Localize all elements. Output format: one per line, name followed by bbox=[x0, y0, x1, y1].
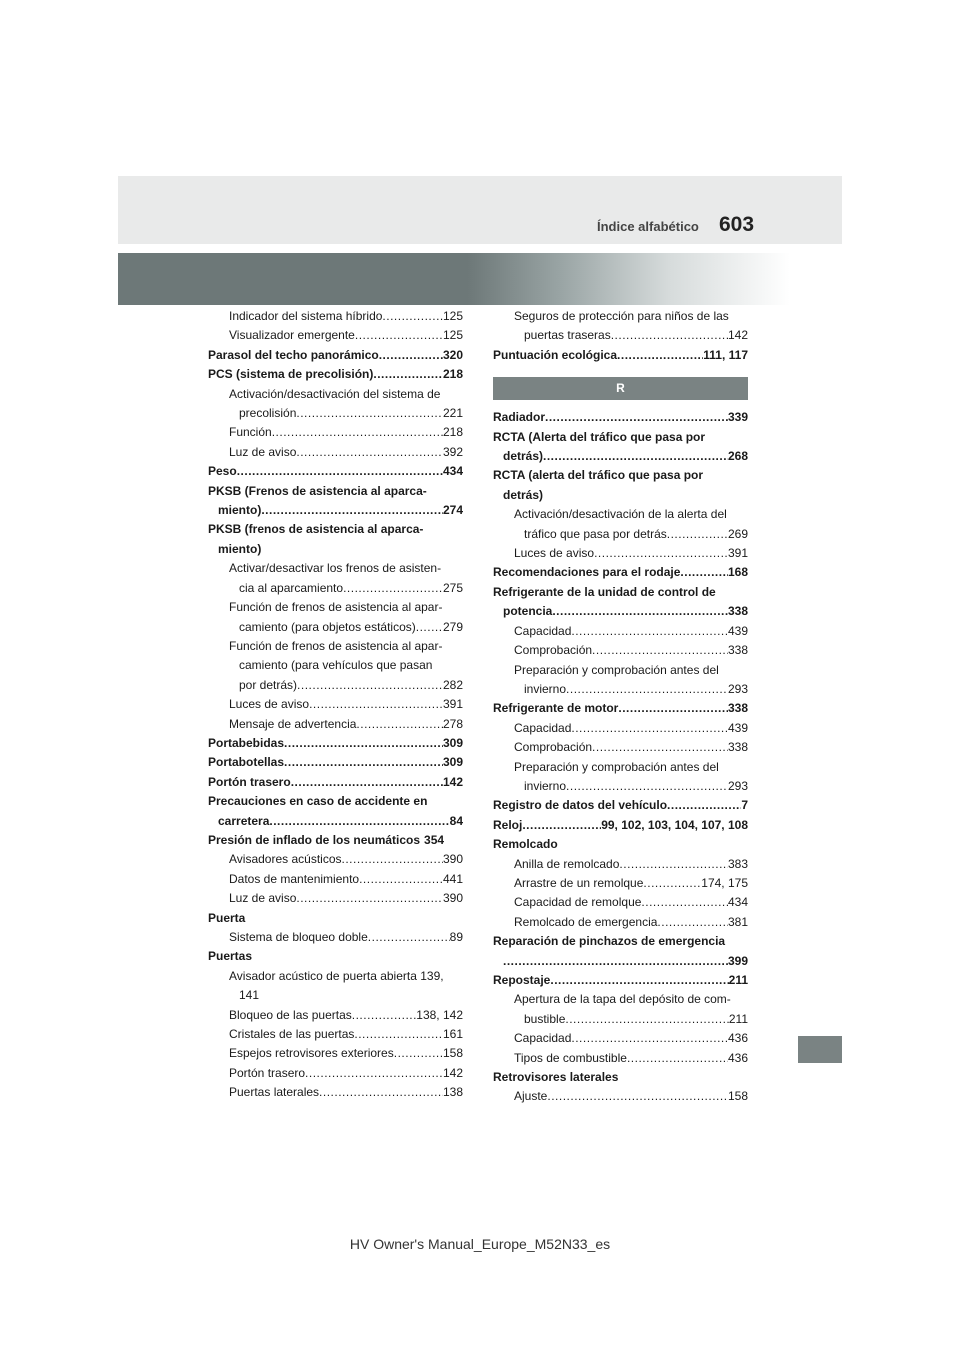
index-entry-term: Retrovisores laterales bbox=[493, 1070, 619, 1085]
index-entry-term: Datos de mantenimiento bbox=[229, 871, 360, 886]
index-entry-term: Apertura de la tapa del depósito de com- bbox=[514, 992, 731, 1007]
index-entry-term: PKSB (Frenos de asistencia al aparca- bbox=[208, 483, 427, 498]
dot-leader bbox=[297, 676, 443, 695]
index-entry bbox=[208, 365, 463, 384]
index-entry-page[interactable]: 434 bbox=[727, 895, 748, 910]
index-entry bbox=[208, 947, 463, 966]
dot-leader bbox=[237, 462, 443, 481]
index-entry-term: Bloqueo de las puertas bbox=[229, 1007, 352, 1022]
index-entry-term: Puerta bbox=[208, 910, 246, 925]
index-entry bbox=[493, 699, 748, 718]
index-entry-page[interactable]: 7 bbox=[741, 798, 748, 813]
index-entry-term: invierno bbox=[524, 681, 567, 696]
index-entry-term: Presión de inflado de los neumáticos bbox=[208, 832, 421, 847]
index-entry-term: tráfico que pasa por detrás bbox=[524, 526, 667, 541]
dot-leader bbox=[355, 326, 443, 345]
index-entry bbox=[493, 680, 748, 699]
index-entry-term: Mensaje de advertencia bbox=[229, 716, 357, 731]
index-entry bbox=[208, 501, 463, 520]
index-entry bbox=[493, 583, 748, 602]
index-entry bbox=[208, 792, 463, 811]
index-entry-term: Activación/desactivación de la alerta del bbox=[514, 507, 727, 522]
index-entry-page[interactable]: 125 bbox=[442, 328, 463, 343]
index-entry-term: Refrigerante de la unidad de control de bbox=[493, 584, 716, 599]
index-entry-term: Sistema de bloqueo doble bbox=[229, 930, 368, 944]
index-entry-page[interactable]: 161 bbox=[442, 1027, 463, 1042]
index-entry-term: Portón trasero bbox=[208, 774, 291, 789]
index-entry-term: Activación/desactivación del sistema de bbox=[229, 386, 441, 401]
index-entry bbox=[208, 715, 463, 734]
dot-leader bbox=[416, 618, 443, 637]
index-entry-term: Portabebidas bbox=[208, 735, 285, 750]
index-entry-term: Luces de aviso bbox=[514, 546, 595, 561]
index-entry bbox=[208, 326, 463, 345]
index-entry-term: Visualizador emergente bbox=[229, 328, 355, 343]
index-entry bbox=[493, 738, 748, 757]
index-entry-term: miento) bbox=[218, 541, 262, 556]
index-entry-page[interactable]: 338 bbox=[727, 740, 748, 755]
index-entry-page[interactable]: 399 bbox=[727, 953, 748, 968]
index-entry-page[interactable]: 390 bbox=[442, 891, 463, 906]
index-entry-term: Luz de aviso bbox=[229, 891, 297, 906]
index-entry-term: detrás) bbox=[503, 449, 544, 464]
index-entry-page[interactable]: 439 bbox=[727, 720, 748, 735]
index-entry-term: Puntuación ecológica bbox=[493, 347, 618, 362]
index-entry-term: Portabotellas bbox=[208, 755, 285, 770]
index-entry-term: Radiador bbox=[493, 410, 546, 425]
index-entry bbox=[208, 1083, 463, 1102]
index-entry-term: Comprobación bbox=[514, 643, 593, 658]
index-entry-term: Puertas laterales bbox=[229, 1085, 320, 1100]
index-entry-page[interactable]: 383 bbox=[727, 856, 748, 871]
index-entry-term: PCS (sistema de precolisión) bbox=[208, 367, 374, 382]
index-entry-term: Indicador del sistema híbrido bbox=[229, 309, 383, 323]
index-entry bbox=[493, 874, 748, 893]
index-entry bbox=[493, 1068, 748, 1087]
dot-leader bbox=[543, 447, 728, 466]
index-entry bbox=[208, 482, 463, 501]
index-entry-term: Luces de aviso bbox=[229, 697, 310, 712]
index-entry-page[interactable]: 218 bbox=[442, 425, 463, 440]
dot-leader bbox=[373, 365, 443, 384]
index-entry bbox=[208, 753, 463, 772]
index-entry-term: Anilla de remolcado bbox=[514, 856, 620, 871]
index-entry-page[interactable]: 391 bbox=[442, 697, 463, 712]
index-column-right bbox=[493, 307, 748, 1107]
dot-leader bbox=[343, 579, 443, 598]
index-entry-term: miento) bbox=[218, 503, 262, 518]
index-entry-term: Recomendaciones para el rodaje bbox=[493, 565, 681, 580]
section-header-r: R bbox=[493, 377, 748, 400]
header-gradient-band bbox=[118, 253, 790, 305]
index-entry bbox=[493, 661, 748, 680]
index-entry-term: Luz de aviso bbox=[229, 444, 297, 459]
index-entry-term: Ajuste bbox=[514, 1089, 548, 1104]
dot-leader bbox=[592, 641, 728, 660]
index-entry bbox=[208, 909, 463, 928]
dot-leader bbox=[552, 602, 728, 621]
dot-leader bbox=[291, 773, 443, 792]
index-entry-page[interactable]: 339 bbox=[727, 410, 748, 425]
dot-leader bbox=[394, 1044, 443, 1063]
index-entry-term: por detrás) bbox=[239, 677, 298, 692]
index-entry-term: Portón trasero bbox=[229, 1065, 306, 1080]
index-entry-term: camiento (para objetos estáticos) bbox=[239, 619, 416, 634]
index-entry bbox=[208, 889, 463, 908]
index-entry-page[interactable]: 111, 117 bbox=[703, 347, 748, 362]
index-entry bbox=[493, 346, 748, 365]
dot-leader bbox=[617, 346, 703, 365]
dot-leader bbox=[571, 719, 728, 738]
index-entry-term: precolisión bbox=[239, 406, 297, 421]
index-entry bbox=[208, 540, 463, 559]
index-entry bbox=[208, 928, 463, 947]
index-entry-term: RCTA (alerta del tráfico que pasa por bbox=[493, 468, 704, 483]
index-entry bbox=[493, 777, 748, 796]
index-entry bbox=[208, 1044, 463, 1063]
dot-leader bbox=[503, 952, 728, 971]
dot-leader bbox=[667, 796, 741, 815]
index-entry bbox=[493, 602, 748, 621]
index-entry bbox=[493, 641, 748, 660]
index-entry-page[interactable]: 434 bbox=[442, 464, 463, 479]
index-entry-term: Arrastre de un remolque bbox=[514, 875, 644, 890]
index-entry bbox=[208, 443, 463, 462]
index-entry bbox=[208, 520, 463, 539]
dot-leader bbox=[565, 1010, 728, 1029]
index-entry bbox=[493, 835, 748, 854]
index-entry-page[interactable]: 168 bbox=[727, 565, 748, 580]
index-entry-term: Precauciones en caso de accidente en bbox=[208, 794, 428, 809]
index-entry-term: Preparación y comprobación antes del bbox=[514, 759, 719, 774]
index-entry-page[interactable]: 338 bbox=[727, 643, 748, 658]
index-entry-page[interactable]: 293 bbox=[727, 681, 748, 696]
dot-leader bbox=[618, 699, 728, 718]
index-entry-term: Función de frenos de asistencia al apar- bbox=[229, 600, 443, 615]
index-entry bbox=[493, 1029, 748, 1048]
index-entry-term: Cristales de las puertas bbox=[229, 1027, 355, 1042]
index-entry bbox=[493, 408, 748, 427]
index-entry-term: 141 bbox=[239, 988, 260, 1003]
dot-leader bbox=[305, 1064, 443, 1083]
index-entry bbox=[208, 773, 463, 792]
index-entry bbox=[208, 307, 463, 326]
index-entry bbox=[208, 1064, 463, 1083]
footer-text: HV Owner's Manual_Europe_M52N33_es bbox=[349, 1236, 611, 1252]
index-entry bbox=[493, 622, 748, 641]
index-entry-page[interactable]: 436 bbox=[727, 1050, 748, 1065]
index-entry-page[interactable]: 309 bbox=[442, 735, 463, 750]
index-entry bbox=[208, 734, 463, 753]
index-entry-page[interactable]: 282 bbox=[442, 677, 463, 692]
index-entry bbox=[208, 1025, 463, 1044]
index-entry bbox=[208, 579, 463, 598]
index-entry-term: Capacidad bbox=[514, 1031, 572, 1046]
dot-leader bbox=[594, 544, 728, 563]
index-entry-term: Capacidad bbox=[514, 623, 572, 638]
index-entry-page[interactable]: 89 bbox=[449, 930, 463, 944]
index-entry bbox=[493, 544, 748, 563]
index-entry bbox=[493, 428, 748, 447]
index-entry-page[interactable]: 338 bbox=[727, 701, 748, 716]
index-entry-term: Registro de datos del vehículo bbox=[493, 798, 668, 813]
index-entry bbox=[493, 893, 748, 912]
index-entry-page[interactable]: 125 bbox=[442, 309, 463, 323]
index-entry-page[interactable]: 138 bbox=[442, 1085, 463, 1100]
dot-leader bbox=[566, 777, 728, 796]
dot-leader bbox=[545, 408, 728, 427]
index-entry-page[interactable]: 174, 175 bbox=[701, 875, 748, 890]
dot-leader bbox=[619, 855, 728, 874]
dot-leader bbox=[296, 404, 443, 423]
index-entry-term: Reloj bbox=[493, 817, 523, 832]
index-entry-term: bustible bbox=[524, 1011, 566, 1026]
index-entry bbox=[493, 913, 748, 932]
index-entry-page[interactable]: 142 bbox=[442, 774, 463, 789]
index-entry-term: potencia bbox=[503, 604, 553, 619]
index-entry-page[interactable]: 99, 102, 103, 104, 107, 108 bbox=[601, 817, 748, 832]
dot-leader bbox=[296, 443, 443, 462]
index-entry-term: Avisador acústico de puerta abierta 139, bbox=[229, 968, 444, 983]
index-entry bbox=[493, 990, 748, 1009]
index-entry bbox=[208, 598, 463, 617]
index-entry bbox=[208, 831, 463, 850]
index-entry bbox=[208, 346, 463, 365]
index-entry bbox=[493, 971, 748, 990]
index-entry-page[interactable]: 293 bbox=[727, 778, 748, 793]
index-entry bbox=[493, 307, 748, 326]
index-entry-term: Función bbox=[229, 425, 272, 440]
index-entry bbox=[493, 1087, 748, 1106]
index-entry bbox=[208, 404, 463, 423]
index-entry-term: puertas traseras bbox=[524, 328, 611, 343]
index-entry-page[interactable]: 211 bbox=[728, 973, 748, 987]
index-entry-term: Remolcado bbox=[493, 837, 558, 852]
dot-leader bbox=[667, 525, 728, 544]
index-entry-term: Remolcado de emergencia bbox=[514, 914, 658, 929]
index-entry bbox=[208, 812, 463, 831]
index-entry bbox=[493, 816, 748, 835]
dot-leader bbox=[382, 307, 443, 326]
index-entry-page[interactable]: 390 bbox=[442, 852, 463, 867]
index-entry bbox=[208, 870, 463, 889]
page-number: 603 bbox=[719, 213, 755, 236]
index-entry-term: detrás) bbox=[503, 487, 544, 502]
index-entry-page[interactable]: 392 bbox=[442, 444, 463, 459]
index-entry bbox=[493, 486, 748, 505]
index-entry bbox=[493, 855, 748, 874]
index-entry-term: Preparación y comprobación antes del bbox=[514, 662, 719, 677]
dot-leader bbox=[309, 695, 443, 714]
dot-leader bbox=[272, 423, 443, 442]
dot-leader bbox=[296, 889, 443, 908]
index-entry bbox=[493, 505, 748, 524]
dot-leader bbox=[643, 874, 701, 893]
index-entry-page[interactable]: 268 bbox=[727, 449, 748, 464]
index-entry bbox=[493, 796, 748, 815]
section-title: Índice alfabético bbox=[597, 219, 699, 234]
thumb-index-tab bbox=[798, 1036, 842, 1063]
dot-leader bbox=[356, 715, 443, 734]
index-entry-page[interactable]: 158 bbox=[727, 1089, 748, 1104]
index-entry bbox=[208, 1006, 463, 1025]
index-entry-term: invierno bbox=[524, 778, 567, 793]
index-right-bottom bbox=[493, 408, 748, 1107]
index-entry-page[interactable]: 309 bbox=[442, 755, 463, 770]
index-entry bbox=[493, 326, 748, 345]
index-entry bbox=[208, 385, 463, 404]
index-entry-page[interactable]: 275 bbox=[442, 580, 463, 595]
dot-leader bbox=[284, 734, 443, 753]
index-entry-term: cia al aparcamiento bbox=[239, 580, 344, 595]
dot-leader bbox=[641, 893, 728, 912]
dot-leader bbox=[522, 816, 601, 835]
dot-leader bbox=[269, 812, 449, 831]
index-entry bbox=[208, 462, 463, 481]
index-entry bbox=[208, 637, 463, 656]
index-entry bbox=[493, 447, 748, 466]
dot-leader bbox=[547, 1087, 728, 1106]
index-entry bbox=[208, 986, 463, 1005]
index-entry-page[interactable]: 320 bbox=[442, 347, 463, 362]
index-entry-page[interactable]: 274 bbox=[442, 503, 463, 518]
index-entry bbox=[208, 850, 463, 869]
index-entry-page[interactable]: 211 bbox=[728, 1011, 748, 1026]
dot-leader bbox=[319, 1083, 443, 1102]
index-entry-term: carretera bbox=[218, 813, 270, 828]
dot-leader bbox=[550, 971, 728, 990]
index-entry-term: Puertas bbox=[208, 949, 253, 964]
index-entry-page[interactable]: 391 bbox=[727, 546, 748, 561]
dot-leader bbox=[566, 680, 728, 699]
index-entry-page[interactable]: 84 bbox=[449, 813, 463, 828]
index-entry-term: Comprobación bbox=[514, 740, 593, 755]
dot-leader bbox=[352, 1006, 417, 1025]
index-entry bbox=[208, 423, 463, 442]
index-entry-term: Activar/desactivar los frenos de asisten- bbox=[229, 561, 442, 576]
index-entry-term: Capacidad bbox=[514, 720, 572, 735]
index-entry bbox=[493, 758, 748, 777]
index-entry-term: PKSB (frenos de asistencia al aparca- bbox=[208, 522, 424, 537]
index-entry-page[interactable]: 218 bbox=[442, 367, 463, 382]
index-column-left bbox=[208, 307, 463, 1103]
index-entry bbox=[493, 932, 748, 951]
index-entry bbox=[208, 559, 463, 578]
index-entry-page[interactable]: 269 bbox=[727, 526, 748, 541]
dot-leader bbox=[284, 753, 443, 772]
index-entry bbox=[493, 466, 748, 485]
dot-leader bbox=[368, 928, 450, 947]
dot-leader bbox=[354, 1025, 443, 1044]
dot-leader bbox=[379, 346, 443, 365]
index-entry-term: Refrigerante de motor bbox=[493, 701, 619, 716]
index-entry-term: Peso bbox=[208, 464, 237, 479]
index-entry-page[interactable]: 142 bbox=[727, 328, 748, 343]
index-entry-term: Avisadores acústicos bbox=[229, 852, 342, 867]
index-entry-page[interactable]: 338 bbox=[727, 604, 748, 619]
index-entry-term: Parasol del techo panorámico bbox=[208, 347, 379, 362]
index-entry-page[interactable]: 278 bbox=[442, 716, 463, 731]
dot-leader bbox=[571, 1029, 728, 1048]
index-entry-term: Repostaje bbox=[493, 973, 551, 987]
index-entry-page[interactable]: 354 bbox=[424, 832, 445, 847]
index-entry-term: Función de frenos de asistencia al apar- bbox=[229, 638, 443, 653]
index-entry bbox=[208, 676, 463, 695]
index-entry bbox=[493, 563, 748, 582]
index-entry-page[interactable]: 279 bbox=[442, 619, 463, 634]
index-entry-term: Reparación de pinchazos de emergencia bbox=[493, 934, 726, 949]
index-entry-page[interactable]: 221 bbox=[442, 406, 463, 421]
index-entry-term: RCTA (Alerta del tráfico que pasa por bbox=[493, 429, 706, 444]
index-entry bbox=[208, 967, 463, 986]
dot-leader bbox=[342, 850, 443, 869]
dot-leader bbox=[680, 563, 728, 582]
dot-leader bbox=[657, 913, 728, 932]
index-entry bbox=[208, 656, 463, 675]
index-entry-page[interactable]: 138, 142 bbox=[416, 1007, 463, 1022]
dot-leader bbox=[611, 326, 728, 345]
index-entry-term: camiento (para vehículos que pasan bbox=[239, 658, 433, 673]
index-entry-term: Espejos retrovisores exteriores bbox=[229, 1046, 394, 1061]
index-entry-page[interactable]: 441 bbox=[442, 871, 463, 886]
index-entry-page[interactable]: 142 bbox=[442, 1065, 463, 1080]
index-entry-page[interactable]: 439 bbox=[727, 623, 748, 638]
index-entry-page[interactable]: 381 bbox=[727, 914, 748, 929]
index-entry bbox=[493, 1049, 748, 1068]
index-entry-page[interactable]: 158 bbox=[442, 1046, 463, 1061]
index-entry-term: Capacidad de remolque bbox=[514, 895, 642, 910]
dot-leader bbox=[261, 501, 443, 520]
index-entry-page[interactable]: 436 bbox=[727, 1031, 748, 1046]
dot-leader bbox=[592, 738, 728, 757]
index-entry bbox=[493, 719, 748, 738]
dot-leader bbox=[571, 622, 728, 641]
index-entry bbox=[208, 618, 463, 637]
index-entry bbox=[208, 695, 463, 714]
index-entry-term: Tipos de combustible bbox=[514, 1050, 627, 1065]
dot-leader bbox=[627, 1049, 728, 1068]
index-entry bbox=[493, 525, 748, 544]
index-entry bbox=[493, 952, 748, 971]
index-entry bbox=[493, 1010, 748, 1029]
index-right-top bbox=[493, 307, 748, 365]
dot-leader bbox=[359, 870, 443, 889]
index-entry-term: Seguros de protección para niños de las bbox=[514, 309, 729, 323]
